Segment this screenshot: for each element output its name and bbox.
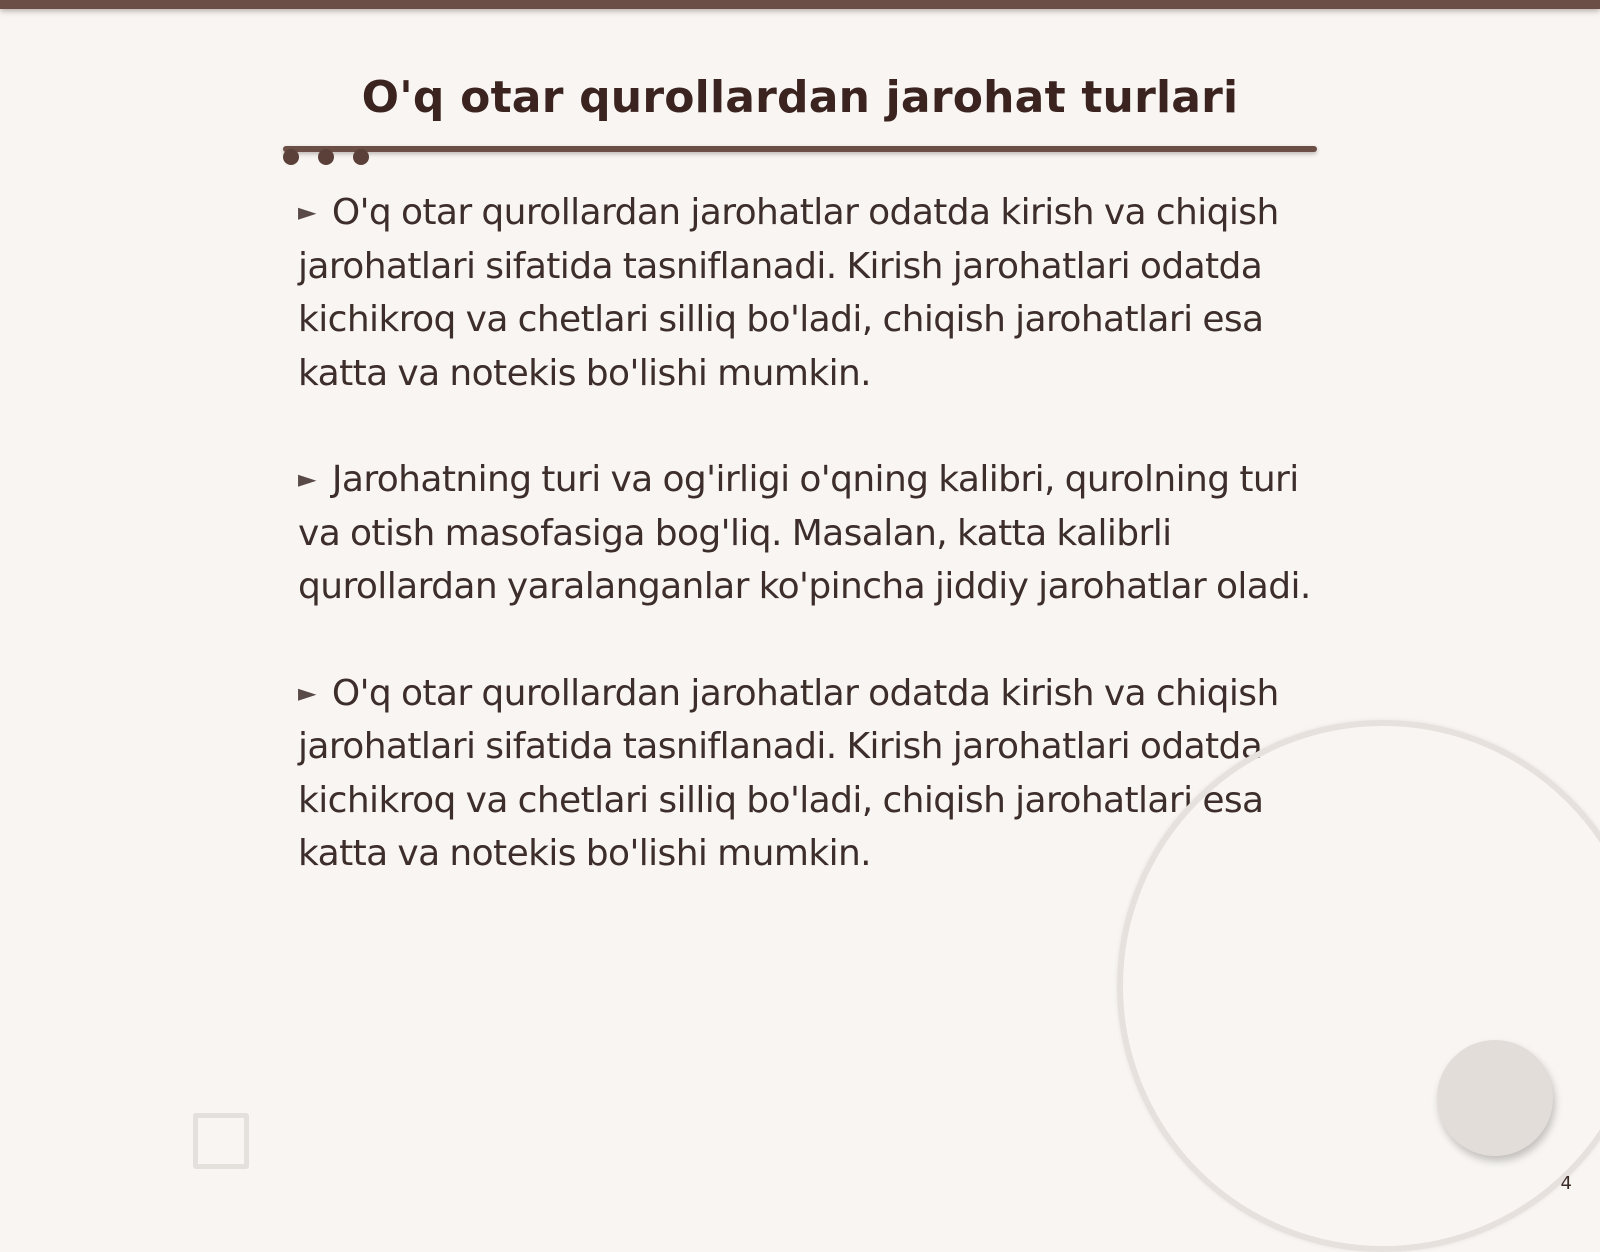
top-accent-bar [0, 0, 1600, 9]
bullet-arrow-icon: ► [298, 198, 316, 226]
decorative-circle [1437, 1040, 1553, 1156]
bullet-item-1 [298, 186, 1318, 400]
bullet-arrow-icon: ► [298, 678, 316, 707]
title-underline [283, 146, 1317, 152]
slide-title: O'q otar qurollardan jarohat turlari [361, 72, 1239, 123]
bullet-text-3: O'q otar qurollardan jarohatlar odatda kirish va chiqish jarohatlari sifatida tasniflanadi. Kirish jarohatlari odatda kichikroq va chetlari silliq bo'ladi, chiqish jarohatlari esa katta va notekis bo'lishi mumkin. [298, 672, 1279, 874]
decorative-square [193, 1113, 249, 1169]
bullet-text-1: O'q otar qurollardan jarohatlar odatda kirish va chiqish jarohatlari sifatida tasniflanadi. Kirish jarohatlari odatda kichikroq va chetlari silliq bo'ladi, chiqish jarohatlari esa katta va notekis bo'lishi mumkin. [298, 192, 1279, 394]
slide-body [298, 186, 1318, 934]
underline-dot-1 [283, 149, 299, 165]
underline-dot-3 [353, 149, 369, 165]
bullet-text-2: Jarohatning turi va og'irligi o'qning kalibri, qurolning turi va otish masofasiga bog'liq. Masalan, katta kalibrli qurollardan yaralanganlar ko'pincha jiddiy jarohatlar oladi. [298, 459, 1311, 607]
underline-dot-2 [318, 149, 334, 165]
bullet-item-2 [298, 453, 1318, 614]
bullet-arrow-icon: ► [298, 465, 316, 493]
page-number: 4 [1560, 1173, 1572, 1194]
